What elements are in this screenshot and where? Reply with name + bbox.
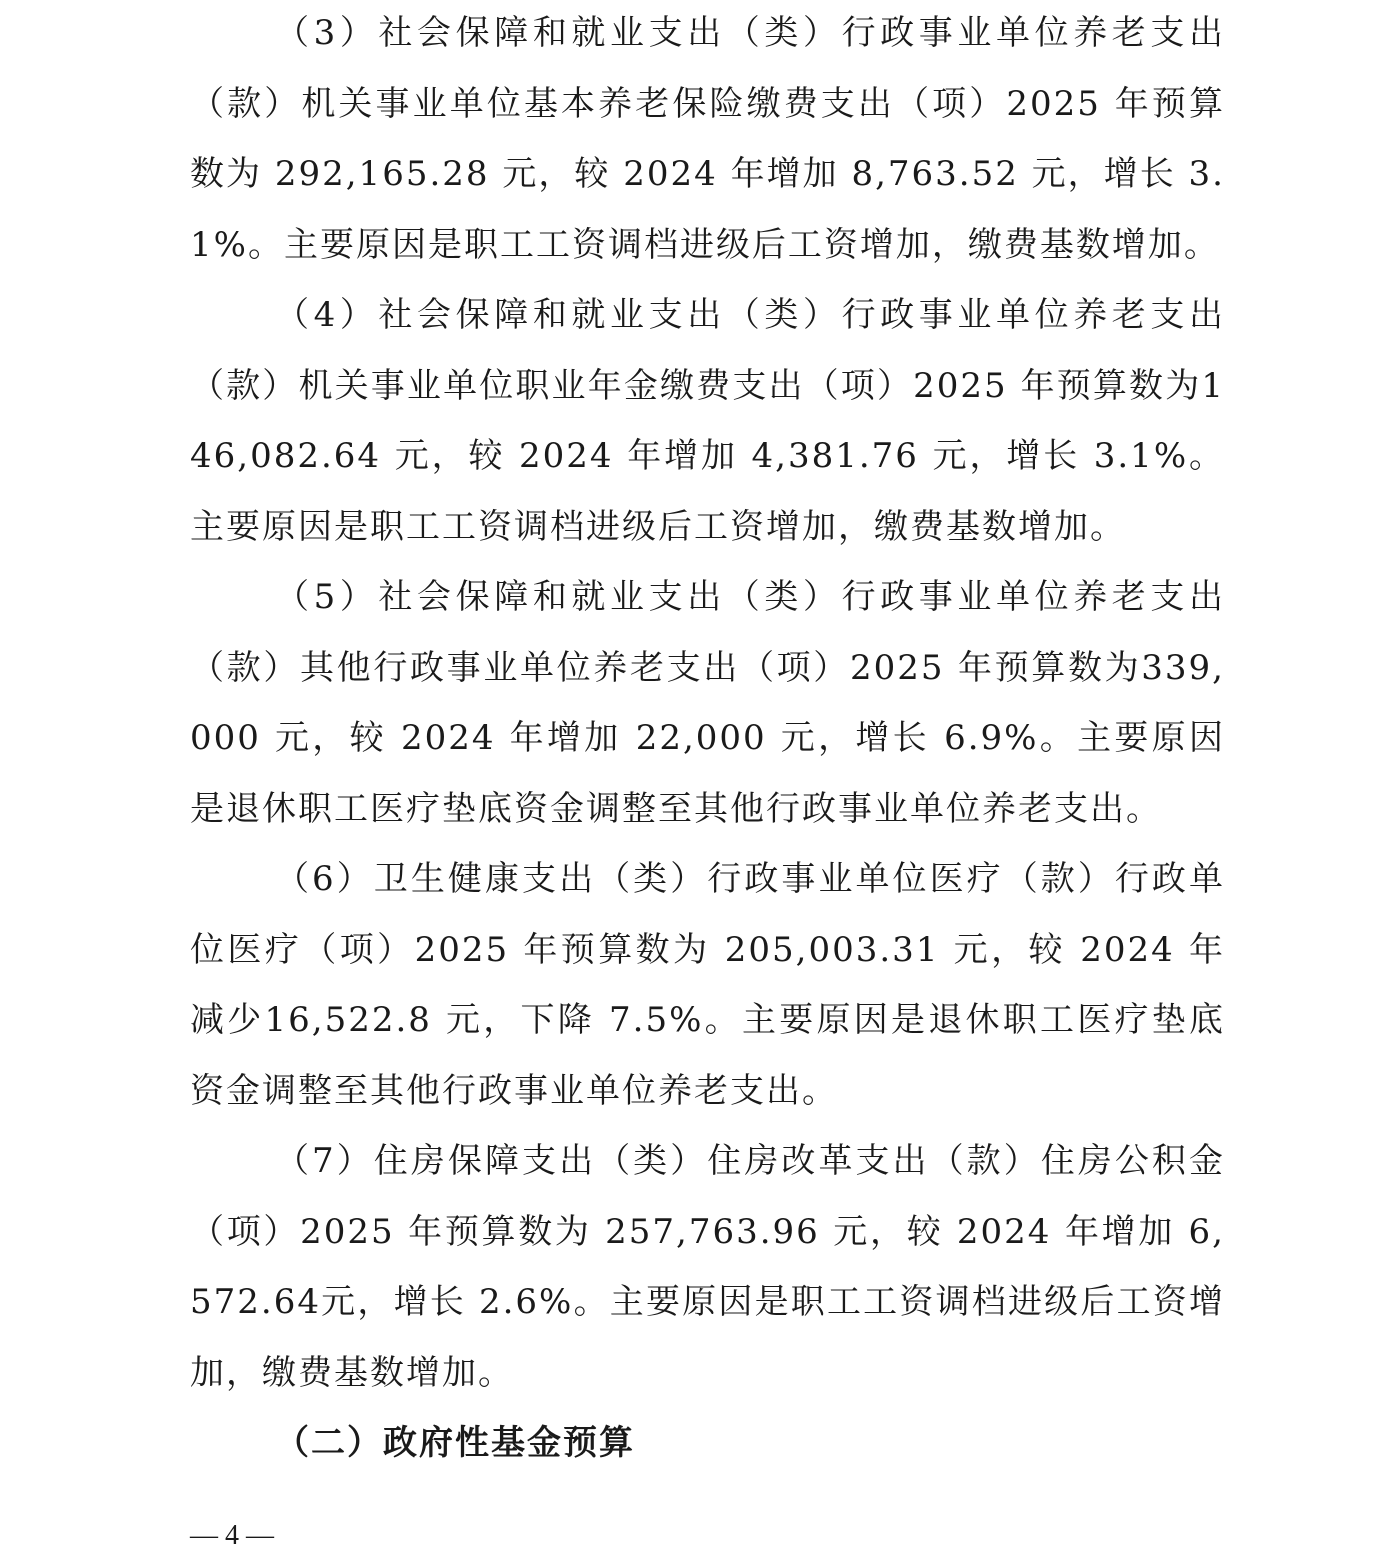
section-heading: （二）政府性基金预算 — [275, 1423, 635, 1463]
paragraph-occupational-annuity: （4）社会保障和就业支出（类）行政事业单位养老支出（款）机关事业单位职业年金缴费支出（项）2025 年预算数为146,082.64 元，较 2024 年增加 4,381.76 元，增长 3.1%。主要原因是职工工资调档进级后工资增加，缴费基数增加。 — [190, 295, 1225, 547]
page-number: — 4 — — [190, 1520, 274, 1551]
paragraph-medical: （6）卫生健康支出（类）行政事业单位医疗（款）行政单位医疗（项）2025 年预算数为 205,003.31 元，较 2024 年减少16,522.8 元，下降 7.5%。主要原因是退休职工医疗垫底资金调整至其他行政事业单位养老支出。 — [190, 859, 1225, 1111]
document-body — [190, 0, 1225, 1479]
paragraph-housing-fund: （7）住房保障支出（类）住房改革支出（款）住房公积金（项）2025 年预算数为 257,763.96 元，较 2024 年增加 6,572.64元，增长 2.6%。主要原因是职工工资调档进级后工资增加，缴费基数增加。 — [190, 1141, 1225, 1393]
paragraph-other-pension: （5）社会保障和就业支出（类）行政事业单位养老支出（款）其他行政事业单位养老支出（项）2025 年预算数为339,000 元，较 2024 年增加 22,000 元，增长 6.9%。主要原因是退休职工医疗垫底资金调整至其他行政事业单位养老支出。 — [190, 577, 1225, 829]
paragraph-pension-basic-insurance: （3）社会保障和就业支出（类）行政事业单位养老支出（款）机关事业单位基本养老保险缴费支出（项）2025 年预算数为 292,165.28 元，较 2024 年增加 8,763.52 元，增长 3.1%。主要原因是职工工资调档进级后工资增加，缴费基数增加。 — [190, 13, 1225, 265]
